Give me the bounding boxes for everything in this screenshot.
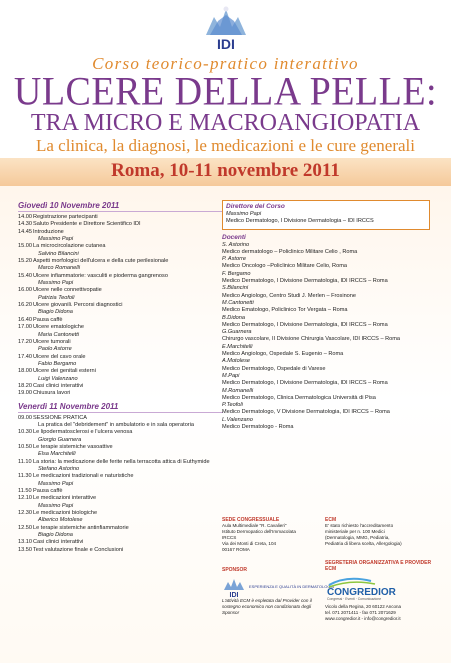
venue-info xyxy=(222,517,320,553)
faculty-name: S. Astorino xyxy=(222,241,250,248)
program-item xyxy=(18,473,223,480)
venue-line: Istituto Dermopatico dell'Immacolata xyxy=(222,529,296,534)
program-time: 17.40 xyxy=(18,353,32,360)
faculty-name: L.Valenzano xyxy=(222,416,253,423)
program-speaker: Biagio Didona xyxy=(38,532,73,539)
program-speaker: Stefano Astorino xyxy=(38,466,80,472)
program-speaker: La pratica del "debridement" in ambulatorio e in sala operatoria xyxy=(38,421,195,428)
program-item xyxy=(18,214,223,221)
program-topic: Le medicazioni tradizionali e naturistiche xyxy=(33,473,134,480)
program-time: 15.20 xyxy=(18,258,32,265)
faculty-title: Docenti xyxy=(222,233,246,241)
program-time: 16.40 xyxy=(18,316,32,323)
faculty-role: Medico Dermatologo - Roma xyxy=(222,424,294,431)
faculty-name: B.Didona xyxy=(222,314,246,321)
program-item xyxy=(18,444,223,451)
program-speaker: Massimo Papi xyxy=(38,236,74,243)
program-speaker: Salvino Bilancini xyxy=(38,250,79,257)
title-secondary: TRA MICRO E MACROANGIOPATIA xyxy=(30,110,421,136)
venue-line: Via dei Monti di Creta, 104 xyxy=(222,541,277,546)
faculty-name: P.Teofoli xyxy=(222,402,243,409)
program-time: 12.30 xyxy=(18,510,32,517)
program-time: 14.30 xyxy=(18,221,32,228)
program-item xyxy=(18,317,223,324)
address-line: tel. 071 2071411 - fax 071 2071629 xyxy=(325,609,396,615)
program-speaker: Massimo Papi xyxy=(38,480,74,487)
program-item xyxy=(18,368,223,375)
course-subtitle: Corso teorico-pratico interattivo xyxy=(92,54,359,73)
program-topic: Ulcere giovanili. Percorsi diagnostici xyxy=(33,302,123,309)
ecm-info xyxy=(325,517,435,547)
faculty-role: Medico Dermatologo, I Divisione Dermatologia, IDI IRCCS – Roma xyxy=(222,321,388,328)
program-item xyxy=(18,221,223,228)
program-time: 18.20 xyxy=(18,382,32,389)
faculty-name: M.Romanelli xyxy=(222,387,254,394)
secretariat-address xyxy=(325,604,435,621)
program-topic: Test valutazione finale e Conclusioni xyxy=(33,546,124,553)
program-time: 11.50 xyxy=(18,488,32,495)
congredior-logo xyxy=(325,575,423,601)
program-speaker: Marco Romanelli xyxy=(38,265,80,272)
faculty-name: S.Bilancini xyxy=(222,285,249,292)
day2-title: Venerdì 11 Novembre 2011 xyxy=(18,402,223,413)
faculty-role: Medico dermatologo – Policlinico Militare Celio , Roma xyxy=(222,248,358,255)
program-item xyxy=(18,390,223,397)
program-item xyxy=(18,488,223,495)
program-time: 19.00 xyxy=(18,390,32,397)
title-main: ULCERE DELLA PELLE: xyxy=(13,69,438,115)
secretariat-title: SEGRETERIA ORGANIZZATIVA E PROVIDER ECM xyxy=(325,560,432,572)
program-topic: Pausa caffè xyxy=(33,488,63,495)
program-time: 13.10 xyxy=(18,539,32,546)
program-topic: Le lipodermatosclerosi e l'ulcera venosa xyxy=(33,429,133,436)
program-item xyxy=(18,258,223,265)
faculty-column xyxy=(222,200,430,431)
program-item xyxy=(18,525,223,532)
program-topic: Le medicazioni biologiche xyxy=(33,510,98,517)
program-item xyxy=(18,324,223,331)
faculty-list xyxy=(222,242,430,432)
program-item xyxy=(18,243,223,250)
sponsor-logo-sub: ESPERIENZA E QUALITÀ IN DERMATOLOGIA xyxy=(249,584,335,589)
program-time: 14.00 xyxy=(18,214,32,220)
program-speaker: Luigi Valenzano xyxy=(38,375,78,382)
program-column xyxy=(18,201,223,554)
ecm-line: Pediatria di libera scelta, Allergologia) xyxy=(325,541,402,546)
congredior-logo-text: CONGREDIOR xyxy=(327,587,396,598)
program-speaker: Fabio Bergamo xyxy=(38,360,77,367)
program-topic: Casi clinici interattivi xyxy=(33,382,84,389)
program-topic: Ulcere infiammatorie: vasculiti e pioderma gangrenoso xyxy=(33,272,168,279)
faculty-role: Medico Angiologo, Centro Studi J. Merlen – Frosinone xyxy=(222,292,357,299)
program-item xyxy=(18,429,223,436)
program-item xyxy=(18,459,223,466)
faculty-name: F. Bergamo xyxy=(222,270,251,277)
director-affiliation: Medico Dermatologo, I Divisione Dermatologia – IDI IRCCS xyxy=(226,218,374,225)
program-topic: SESSIONE PRATICA xyxy=(33,414,87,421)
event-date: Roma, 10-11 novembre 2011 xyxy=(111,160,340,181)
program-time: 13.50 xyxy=(18,546,32,553)
program-time: 17.00 xyxy=(18,324,32,331)
program-speaker: Alberico Motolese xyxy=(38,517,83,524)
program-topic: Ulcere nelle connettivopatie xyxy=(33,287,102,294)
program-time: 14.45 xyxy=(18,228,32,235)
program-topic: Chiusura lavori xyxy=(33,390,71,397)
address-line: www.congredior.it - info@congredior.it xyxy=(325,615,401,621)
program-item xyxy=(18,339,223,346)
faculty-name: P. Astorre xyxy=(222,256,246,263)
faculty-role: Medico Angiologo, Ospedale S. Eugenio – Roma xyxy=(222,351,344,358)
program-topic: Le terapie sistemiche antinfiammatorie xyxy=(33,524,129,531)
program-topic: Ulcere ematologiche xyxy=(33,324,84,331)
program-item xyxy=(18,302,223,309)
program-time: 15.00 xyxy=(18,243,32,250)
program-time: 11.10 xyxy=(18,458,32,465)
program-time: 12.10 xyxy=(18,495,32,502)
program-topic: Ulcere tumorali xyxy=(33,338,71,345)
program-topic: Saluto Presidente e Direttore Scientifico IDI xyxy=(33,221,141,228)
program-item xyxy=(18,287,223,294)
venue-title: SEDE CONGRESSUALE xyxy=(222,517,280,523)
sponsor-title: SPONSOR xyxy=(222,567,248,573)
program-time: 16.20 xyxy=(18,302,32,309)
venue-line: Aula Multimediale "R. Cavalieri" xyxy=(222,523,287,528)
day1-program xyxy=(18,214,223,398)
program-time: 18.00 xyxy=(18,368,32,375)
ecm-title: ECM xyxy=(325,517,337,523)
program-item xyxy=(18,510,223,517)
program-topic: Introduzione xyxy=(33,228,64,235)
address-line: Vicolo della Regina, 20 60122 Ancona xyxy=(325,604,401,609)
faculty-role: Chirurgo vascolare, II Divisione Chirurgia Vascolare, IDI IRCCS – Roma xyxy=(222,336,401,343)
program-topic: Ulcere del cavo orale xyxy=(33,353,86,360)
faculty-name: M.Cantonetti xyxy=(222,299,254,306)
program-topic: Le terapie sistemiche vasoattive xyxy=(33,443,113,450)
idi-logo xyxy=(200,3,252,53)
program-topic: Casi clinici interattivi xyxy=(33,539,84,546)
director-title: Direttore del Corso xyxy=(226,203,285,210)
program-topic: La storia: la medicazione delle ferite nella terracotta attica di Euthymide xyxy=(33,458,210,465)
program-item xyxy=(18,547,223,554)
faculty-name: M.Papi xyxy=(222,372,240,379)
venue-line: IRCCS xyxy=(222,535,237,540)
faculty-name: G.Guarnera xyxy=(222,329,252,336)
title-tagline: La clinica, la diagnosi, le medicazioni e le cure generali xyxy=(35,136,415,155)
program-topic: La microcircolazione cutanea xyxy=(33,243,106,250)
faculty-role: Medico Dermatologo, I Divisione Dermatologia, IDI IRCCS – Roma xyxy=(222,380,388,387)
program-topic: Pausa caffè xyxy=(33,316,63,323)
faculty-role: Medico Dermatologo, Clinica Dermatologica Università di Pisa xyxy=(222,394,376,401)
program-time: 09.00 xyxy=(18,414,32,421)
program-topic: Le medicazioni interattive xyxy=(33,495,97,502)
director-box xyxy=(222,200,430,230)
logo-text: IDI xyxy=(217,36,235,52)
program-speaker: Massimo Papi xyxy=(38,280,74,287)
director-name: Massimo Papi xyxy=(226,211,262,217)
faculty-role: Medico Dermatologo, Ospedale di Varese xyxy=(222,365,326,372)
ecm-line: E' stato richiesto l'accreditamento xyxy=(325,523,394,528)
faculty-role: Medico Ematologo, Policlinico Tor Vergata – Roma xyxy=(222,307,348,314)
sponsor-logo-text: IDI xyxy=(229,592,239,599)
venue-line: 00167 ROMA xyxy=(222,547,250,552)
program-item xyxy=(18,273,223,280)
program-time: 16.00 xyxy=(18,287,32,294)
ecm-line: ministeriale per n. 100 Medici xyxy=(325,529,385,534)
program-topic: Aspetti morfologici dell'ulcera e della cute perilesionale xyxy=(33,258,169,265)
program-item xyxy=(18,495,223,502)
program-item xyxy=(18,539,223,546)
faculty-name: E.Marchitelli xyxy=(222,343,253,350)
day1-title: Giovedì 10 Novembre 2011 xyxy=(18,201,223,212)
faculty-name: A.Motolese xyxy=(222,358,250,365)
faculty-role: Medico Dermatologo, I Divisione Dermatologia, IDI IRCCS – Roma xyxy=(222,278,388,285)
sponsor-logo xyxy=(222,576,335,599)
program-speaker: Biagio Didona xyxy=(38,309,73,316)
program-time: 10.30 xyxy=(18,429,32,436)
program-time: 12.50 xyxy=(18,524,32,531)
program-time: 15.40 xyxy=(18,272,32,279)
day2-program xyxy=(18,415,223,555)
program-time: 11.30 xyxy=(18,473,32,480)
faculty-role: Medico Dermatologo, V Divisione Dermatologia, IDI IRCCS – Roma xyxy=(222,409,390,416)
program-speaker: Maria Cantonetti xyxy=(38,331,80,338)
program-item xyxy=(18,383,223,390)
faculty-role: Medico Oncologo –Policlinico Militare Celio, Roma xyxy=(222,263,347,270)
program-speaker: Patrizia Teofoli xyxy=(38,294,75,301)
program-speaker: Elsa Marchitelli xyxy=(38,451,76,458)
sponsor-note: L'attività ECM è espletata dal Provider con il sostegno economico non condizionato degli Sponsor xyxy=(222,598,312,615)
program-speaker: Giorgio Guarnera xyxy=(38,436,82,443)
program-time: 10.50 xyxy=(18,443,32,450)
ecm-line: (Dermatologia, MMG, Pediatria, xyxy=(325,535,390,540)
congredior-tagline: Congressi · Eventi · Comunicazione xyxy=(327,597,382,601)
program-topic: Ulcere dei genitali esterni xyxy=(33,368,96,375)
program-item xyxy=(18,229,223,236)
program-item xyxy=(18,354,223,361)
program-topic: Registrazione partecipanti xyxy=(33,214,98,220)
program-speaker: Paolo Astorre xyxy=(38,346,72,353)
program-time: 17.20 xyxy=(18,338,32,345)
program-speaker: Massimo Papi xyxy=(38,502,74,509)
program-item xyxy=(18,415,223,422)
